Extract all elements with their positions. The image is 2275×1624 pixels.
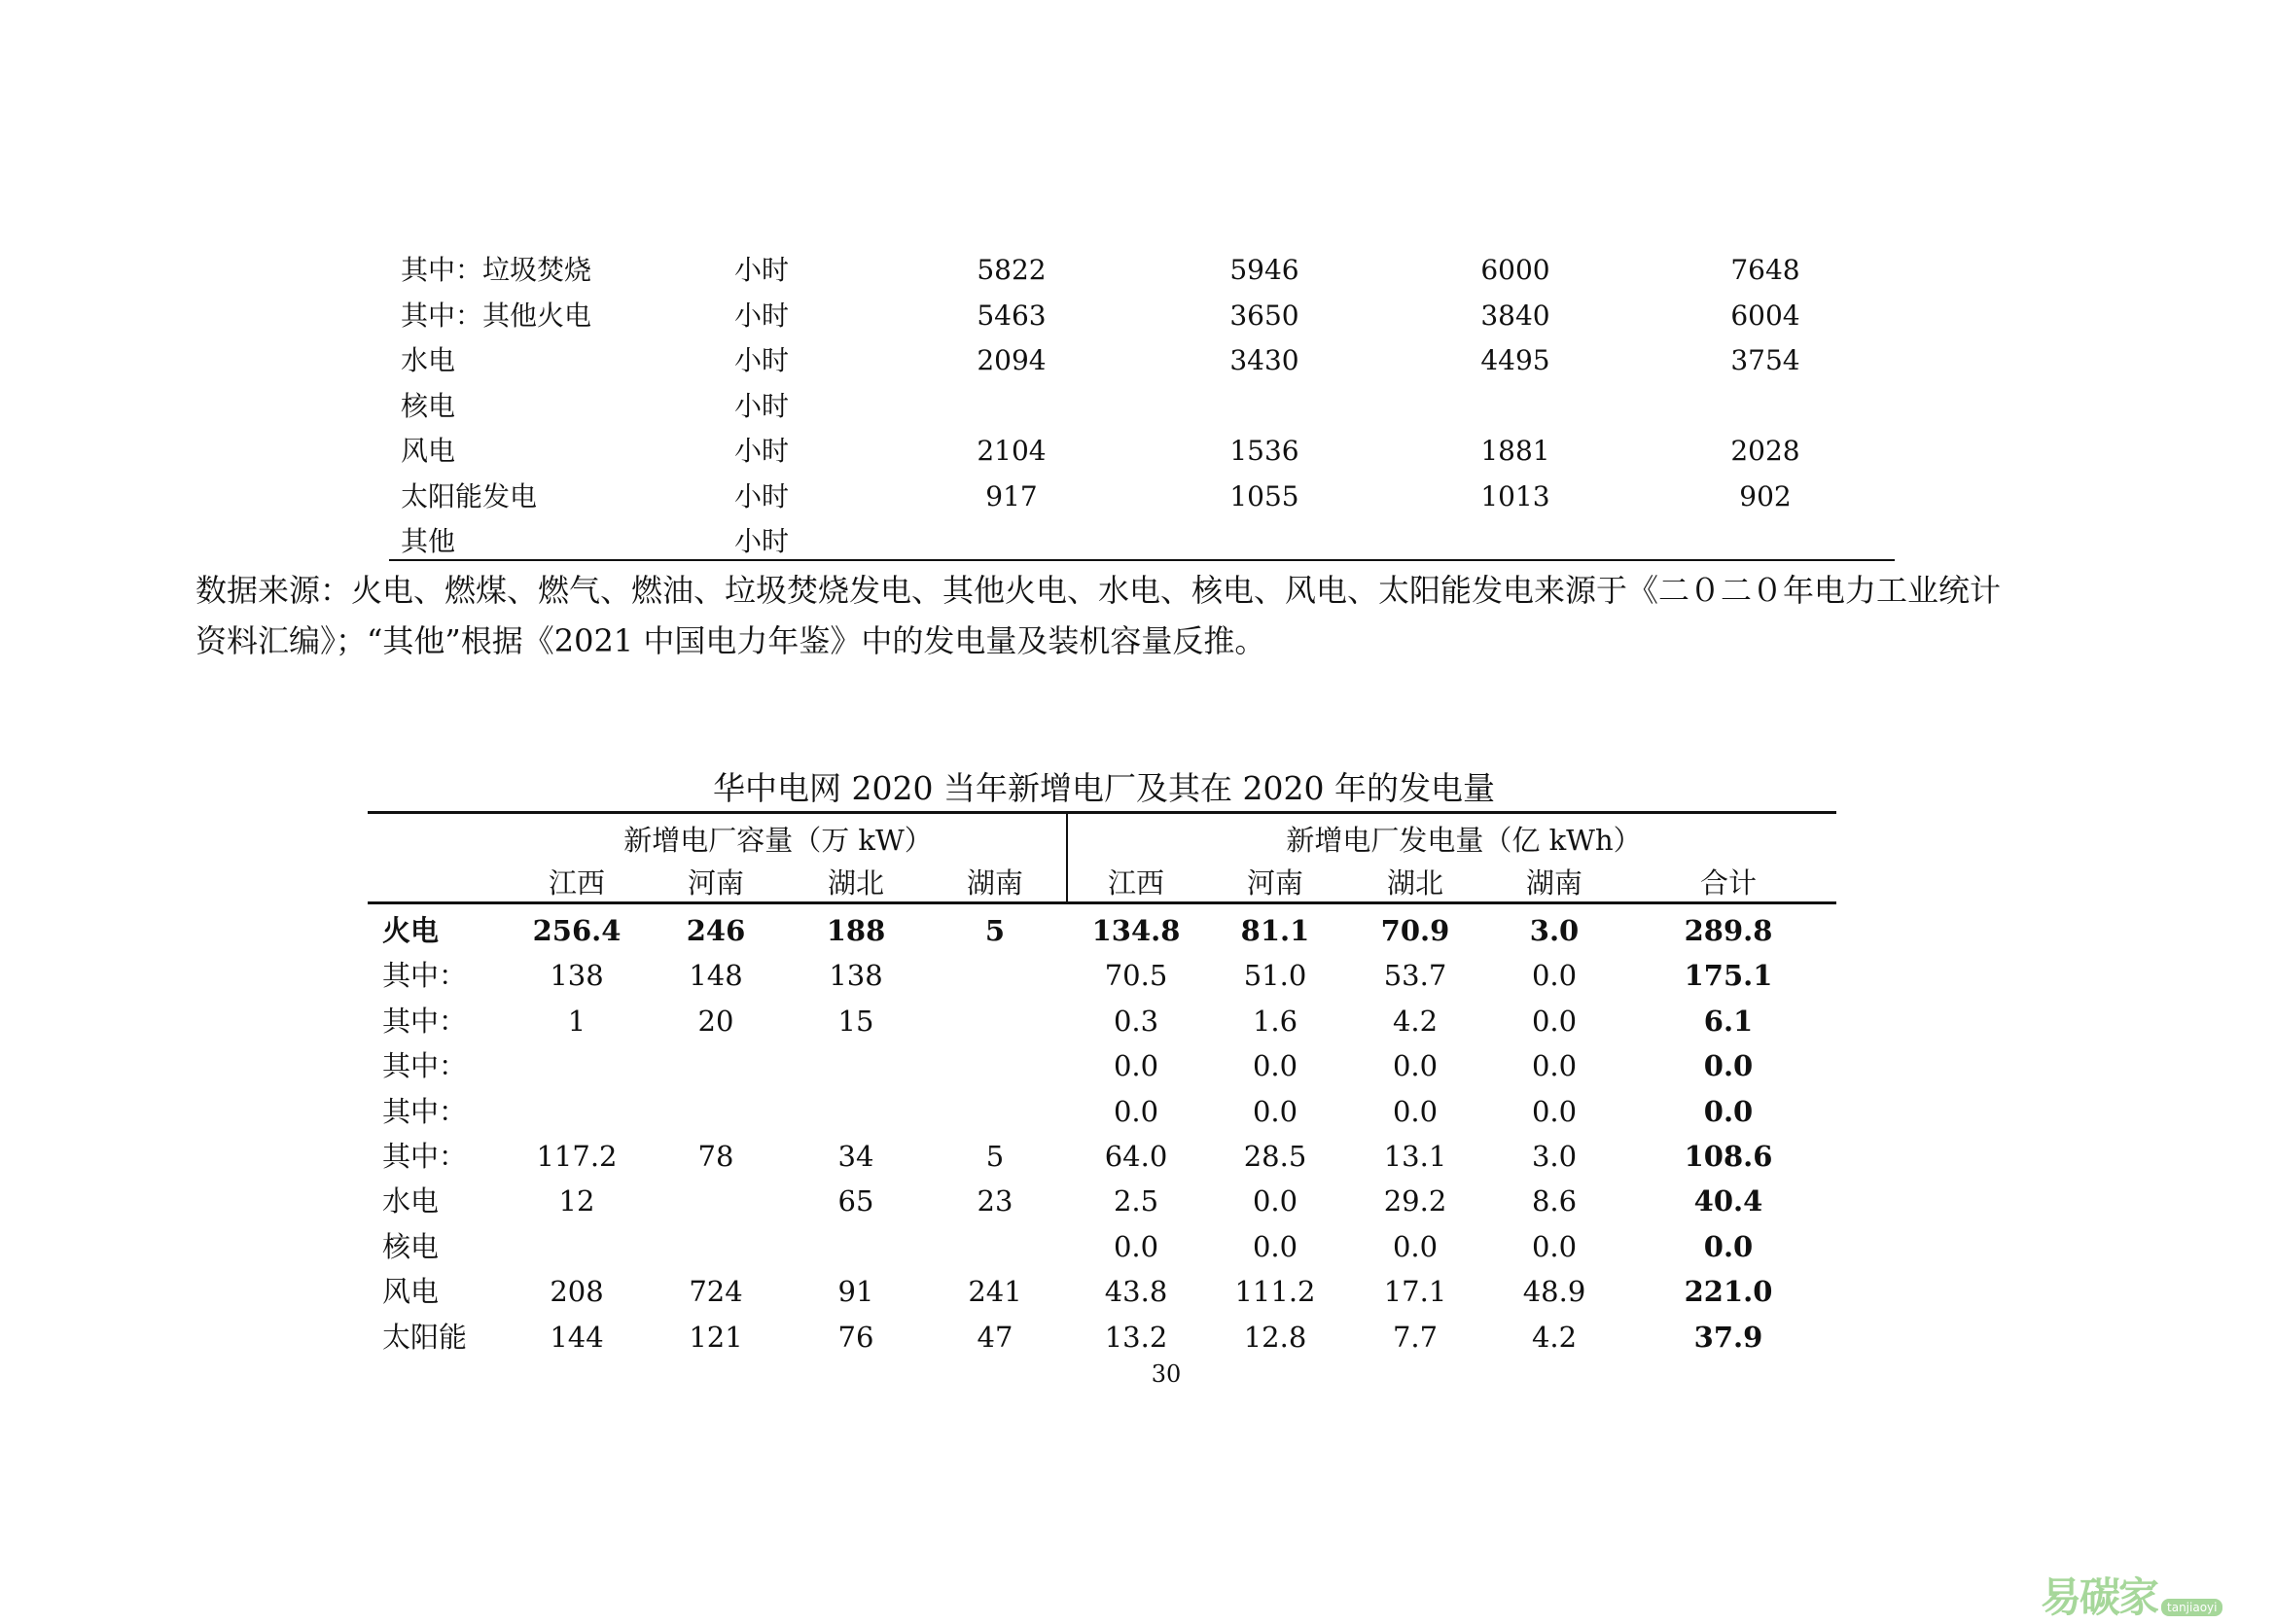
row-unit: 小时 <box>734 299 790 332</box>
generation-value: 0.0 <box>1531 1229 1578 1263</box>
row-unit: 小时 <box>734 389 790 422</box>
generation-value: 43.8 <box>1104 1275 1168 1309</box>
row-value: 2094 <box>977 344 1047 376</box>
generation-value: 0.0 <box>1392 1094 1439 1128</box>
total-value: 0.0 <box>1703 1049 1754 1083</box>
generation-value: 134.8 <box>1091 914 1181 947</box>
row-value: 3430 <box>1229 344 1299 376</box>
capacity-value: 65 <box>837 1184 874 1218</box>
watermark-logo <box>2041 1566 2222 1624</box>
row-label: 其他 <box>401 525 456 557</box>
row-value: 1881 <box>1480 435 1550 467</box>
row-value: 1013 <box>1480 479 1550 512</box>
capacity-value: 208 <box>550 1275 604 1309</box>
capacity-column-header: 湖南 <box>966 866 1023 900</box>
row-label: 核电 <box>382 1229 440 1263</box>
generation-value: 4.2 <box>1392 1004 1439 1038</box>
generation-value: 2.5 <box>1113 1184 1159 1218</box>
row-value: 917 <box>985 479 1038 512</box>
capacity-column-header: 江西 <box>548 866 605 900</box>
source-note <box>196 565 2102 666</box>
watermark-sub: tanjiaoyi <box>2161 1599 2222 1616</box>
row-value: 4495 <box>1480 344 1550 376</box>
upper-table-row <box>0 519 2275 564</box>
generation-value: 0.0 <box>1113 1094 1159 1128</box>
row-label: 其中： <box>382 1140 468 1173</box>
generation-value: 0.0 <box>1252 1094 1298 1128</box>
generation-value: 8.6 <box>1531 1184 1578 1218</box>
total-value: 0.0 <box>1703 1094 1754 1128</box>
page-number: 30 <box>1151 1360 1182 1388</box>
capacity-value: 138 <box>550 959 604 993</box>
capacity-value: 117.2 <box>536 1140 618 1173</box>
row-label: 其中： <box>382 1094 468 1128</box>
capacity-value: 23 <box>977 1184 1013 1218</box>
generation-value: 70.5 <box>1104 959 1168 993</box>
row-value: 5946 <box>1229 254 1299 286</box>
generation-group-header: 新增电厂发电量（亿 kWh） <box>1286 824 1642 857</box>
row-label: 核电 <box>401 389 456 422</box>
upper-table-bottom-rule <box>389 559 1895 561</box>
row-value: 3840 <box>1480 299 1550 332</box>
capacity-value: 47 <box>977 1320 1013 1354</box>
generation-value: 1.6 <box>1252 1004 1298 1038</box>
total-value: 40.4 <box>1693 1184 1763 1218</box>
capacity-value: 138 <box>829 959 883 993</box>
upper-table-row <box>0 429 2275 474</box>
lower-table-row <box>0 1224 2275 1269</box>
row-value: 6004 <box>1730 299 1800 332</box>
generation-value: 0.0 <box>1252 1184 1298 1218</box>
row-value: 1055 <box>1229 479 1299 512</box>
capacity-value: 76 <box>837 1320 874 1354</box>
row-unit: 小时 <box>734 479 790 512</box>
row-value: 5822 <box>977 254 1047 286</box>
generation-value: 81.1 <box>1240 914 1310 947</box>
generation-column-header: 湖北 <box>1386 866 1443 900</box>
row-unit: 小时 <box>734 525 790 557</box>
upper-table-row <box>0 338 2275 383</box>
lower-table-title: 华中电网 2020 当年新增电厂及其在 2020 年的发电量 <box>713 769 1495 807</box>
lower-table-row <box>0 1043 2275 1088</box>
row-label: 其中：其他火电 <box>401 299 592 332</box>
row-value: 3650 <box>1229 299 1299 332</box>
generation-value: 64.0 <box>1104 1140 1168 1173</box>
capacity-value: 91 <box>837 1275 874 1309</box>
generation-value: 0.0 <box>1252 1049 1298 1083</box>
source-note-line-1: 数据来源：火电、燃煤、燃气、燃油、垃圾焚烧发电、其他火电、水电、核电、风电、太阳能发电来源于《二０二０年电力工业统计 <box>196 572 2002 609</box>
capacity-value: 256.4 <box>532 914 622 947</box>
generation-value: 0.0 <box>1531 959 1578 993</box>
upper-table-row <box>0 384 2275 429</box>
generation-value: 12.8 <box>1243 1320 1307 1354</box>
lower-table-row <box>0 953 2275 998</box>
generation-value: 4.2 <box>1531 1320 1578 1354</box>
generation-value: 0.3 <box>1113 1004 1159 1038</box>
generation-value: 13.1 <box>1383 1140 1447 1173</box>
generation-value: 70.9 <box>1380 914 1450 947</box>
generation-value: 48.9 <box>1522 1275 1586 1309</box>
lower-table-row <box>0 908 2275 953</box>
capacity-value: 5 <box>984 914 1006 947</box>
upper-table-row <box>0 475 2275 519</box>
capacity-value: 34 <box>837 1140 874 1173</box>
total-value: 221.0 <box>1684 1275 1773 1309</box>
lower-table-row <box>0 1089 2275 1134</box>
upper-table-row <box>0 248 2275 293</box>
generation-value: 0.0 <box>1392 1229 1439 1263</box>
watermark-main: 易碳家 <box>2041 1573 2158 1621</box>
lower-table-row <box>0 1269 2275 1314</box>
source-note-line-2: 资料汇编》；“其他”根据《2021 中国电力年鉴》中的发电量及装机容量反推。 <box>196 622 1266 659</box>
total-value: 37.9 <box>1693 1320 1763 1354</box>
row-label: 火电 <box>382 914 440 947</box>
generation-value: 13.2 <box>1104 1320 1168 1354</box>
generation-value: 3.0 <box>1529 914 1580 947</box>
row-value: 2028 <box>1730 435 1800 467</box>
capacity-value: 15 <box>837 1004 874 1038</box>
total-value: 108.6 <box>1684 1140 1773 1173</box>
row-label: 水电 <box>401 344 456 376</box>
generation-value: 29.2 <box>1383 1184 1447 1218</box>
generation-column-header: 合计 <box>1699 866 1757 900</box>
lower-table-row <box>0 1315 2275 1359</box>
total-value: 6.1 <box>1703 1004 1754 1038</box>
row-unit: 小时 <box>734 344 790 376</box>
capacity-value: 121 <box>689 1320 743 1354</box>
total-value: 175.1 <box>1684 959 1773 993</box>
row-value: 1536 <box>1229 435 1299 467</box>
row-label: 水电 <box>382 1184 440 1218</box>
capacity-value: 12 <box>558 1184 595 1218</box>
generation-value: 0.0 <box>1392 1049 1439 1083</box>
generation-value: 51.0 <box>1243 959 1307 993</box>
row-label: 其中： <box>382 1004 468 1038</box>
generation-value: 111.2 <box>1234 1275 1316 1309</box>
generation-value: 28.5 <box>1243 1140 1307 1173</box>
lower-table-row <box>0 999 2275 1043</box>
capacity-value: 246 <box>686 914 746 947</box>
row-label: 其中：垃圾焚烧 <box>401 254 592 286</box>
lower-table-top-rule <box>368 811 1836 814</box>
row-unit: 小时 <box>734 254 790 286</box>
generation-value: 17.1 <box>1383 1275 1447 1309</box>
generation-column-header: 湖南 <box>1525 866 1582 900</box>
capacity-value: 20 <box>697 1004 734 1038</box>
capacity-group-header: 新增电厂容量（万 kW） <box>623 824 933 857</box>
capacity-value: 144 <box>550 1320 604 1354</box>
lower-table-header-rule <box>368 901 1836 904</box>
generation-value: 0.0 <box>1531 1094 1578 1128</box>
total-value: 0.0 <box>1703 1229 1754 1263</box>
row-value: 7648 <box>1730 254 1800 286</box>
generation-value: 0.0 <box>1113 1229 1159 1263</box>
total-value: 289.8 <box>1684 914 1773 947</box>
row-value: 5463 <box>977 299 1047 332</box>
row-label: 太阳能 <box>382 1320 468 1354</box>
capacity-value: 1 <box>567 1004 587 1038</box>
upper-table-row <box>0 294 2275 338</box>
row-label: 其中： <box>382 959 468 993</box>
capacity-column-header: 河南 <box>687 866 744 900</box>
row-value: 902 <box>1739 479 1792 512</box>
generation-column-header: 河南 <box>1246 866 1303 900</box>
row-label: 风电 <box>382 1275 440 1309</box>
row-value: 2104 <box>977 435 1047 467</box>
generation-value: 0.0 <box>1531 1004 1578 1038</box>
generation-value: 0.0 <box>1531 1049 1578 1083</box>
row-label: 太阳能发电 <box>401 479 538 512</box>
row-unit: 小时 <box>734 435 790 467</box>
row-value: 3754 <box>1730 344 1800 376</box>
capacity-value: 188 <box>826 914 886 947</box>
capacity-value: 724 <box>689 1275 743 1309</box>
row-label: 其中： <box>382 1049 468 1083</box>
generation-value: 53.7 <box>1383 959 1447 993</box>
generation-value: 0.0 <box>1113 1049 1159 1083</box>
generation-column-header: 江西 <box>1107 866 1164 900</box>
lower-table-row <box>0 1134 2275 1179</box>
capacity-value: 78 <box>697 1140 734 1173</box>
capacity-value: 5 <box>985 1140 1005 1173</box>
generation-value: 0.0 <box>1252 1229 1298 1263</box>
capacity-value: 148 <box>689 959 743 993</box>
generation-value: 3.0 <box>1531 1140 1578 1173</box>
row-value: 6000 <box>1480 254 1550 286</box>
lower-table-row <box>0 1179 2275 1223</box>
generation-value: 7.7 <box>1392 1320 1439 1354</box>
row-label: 风电 <box>401 435 456 467</box>
capacity-value: 241 <box>968 1275 1022 1309</box>
capacity-column-header: 湖北 <box>827 866 884 900</box>
